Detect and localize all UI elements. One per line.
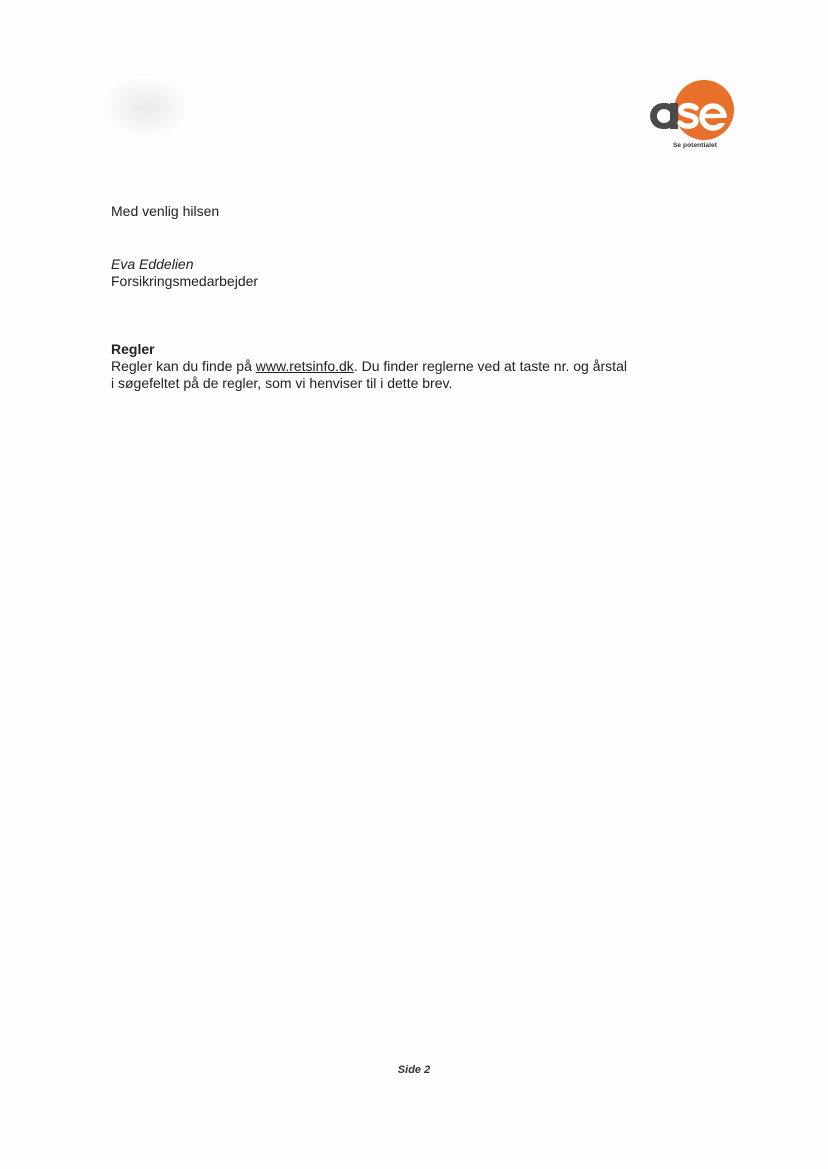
letter-closing: Med venlig hilsen [111, 203, 220, 219]
signature-name: Eva Eddelien [111, 256, 194, 272]
faint-stamp-mark [104, 78, 188, 136]
signature-title: Forsikringsmedarbejder [111, 273, 259, 289]
rules-heading: Regler [111, 341, 155, 357]
rules-paragraph [111, 358, 631, 392]
logo-tagline: Se potentialet [672, 142, 718, 149]
rules-text-after-link: . Du finder reglerne ved at taste nr. og årstal i søgefeltet på de regler, som vi henviser til i dette brev. [111, 358, 627, 391]
rules-text-before-link: Regler kan du finde på [111, 358, 256, 374]
page-number: Side 2 [397, 1064, 431, 1076]
retsinfo-link[interactable]: www.retsinfo.dk [255, 358, 354, 374]
